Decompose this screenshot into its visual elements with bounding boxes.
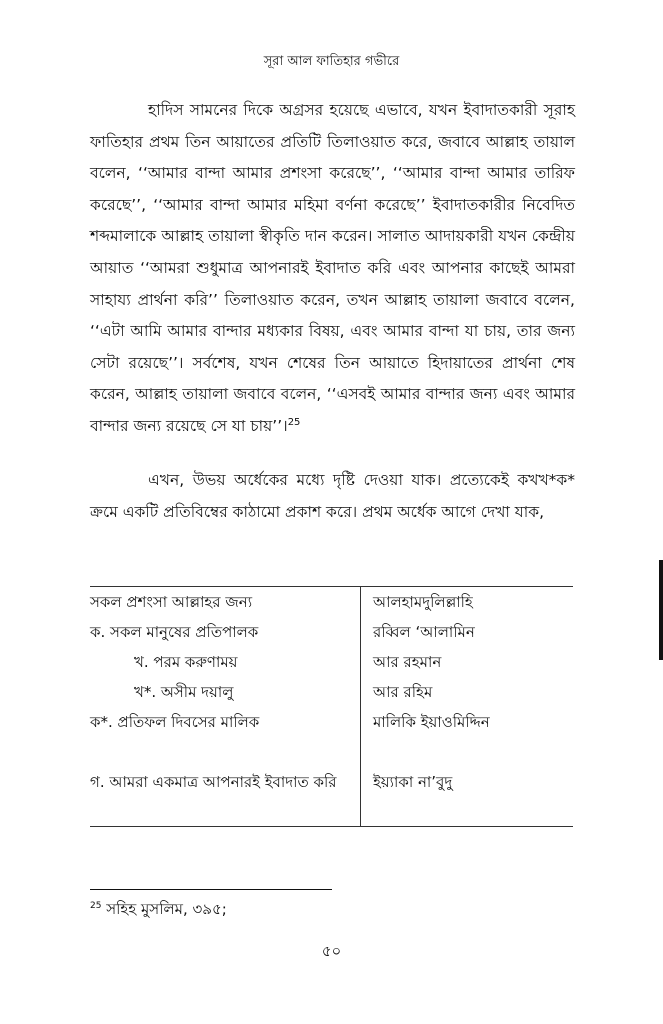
running-header: সূরা আল ফাতিহার গভীরে: [263, 54, 400, 69]
table-cell-bengali: সকল প্রশংসা আল্লাহর জন্য: [90, 593, 253, 611]
table-cell-arabic: ইয়্যাকা না’বুদু: [373, 773, 453, 791]
table-cell-arabic: আলহামদুলিল্লাহি: [373, 593, 473, 611]
table-cell-arabic: মালিকি ইয়াওমিদ্দিন: [373, 713, 490, 731]
footnote-number: 25: [90, 901, 102, 911]
page-number: ৫০: [321, 942, 342, 960]
paragraph-structure-intro: এখন, উভয় অর্ধেকের মধ্যে দৃষ্টি দেওয়া যাক। প্রত্যেকেই কখখ*ক* ক্রমে একটি প্রতিবিম্বের কাঠামো প্রকাশ করে। প্রথম অর্ধেক আগে দেখা যাক,: [90, 471, 575, 521]
table-cell-arabic: আর রহমান: [373, 653, 442, 671]
table-cell-bengali: খ. পরম করুণাময়: [134, 653, 238, 671]
table-cell-bengali: গ. আমরা একমাত্র আপনারই ইবাদাত করি: [90, 773, 337, 791]
table-row: [90, 587, 573, 827]
paragraph-1-text: হাদিস সামনের দিকে অগ্রসর হয়েছে এভাবে, যখন ইবাদাতকারী সূরাহ ফাতিহার প্রথম তিন আয়াতের প্রতিটি তিলাওয়াত করে, জবাবে আল্লাহ তায়াল বলেন, ‘‘আমার বান্দা আমার প্রশংসা করেছে’’, ‘‘আমার বান্দা আমার তারিফ করেছে’’, ‘‘আমার বান্দা আমার মহিমা বর্ণনা করেছে’’ ইবাদাতকারীর নিবেদিত শব্দমালাকে আল্লাহ তায়ালা স্বীকৃতি দান করেন। সালাত আদায়কারী যখন কেন্দ্রীয় আয়াত ‘‘আমরা শুধুমাত্র আপনারই ইবাদাত করি এবং আপনার কাছেই আমরা সাহায্য প্রার্থনা করি’’ তিলাওয়াত করেন, তখন আল্লাহ তায়ালা জবাবে বলেন, ‘‘এটা আমি আমার বান্দার মধ্যকার বিষয়, এবং আমার বান্দা যা চায়, তার জন্য সেটা রয়েছে’’। সর্বশেষ, যখন শেষের তিন আয়াতে হিদায়াতের প্রার্থনা শেষ করেন, আল্লাহ তায়ালা জবাবে বলেন, ‘‘এসবই আমার বান্দার জন্য এবং আমার বান্দার জন্য রয়েছে সে যা চায়’’।: [90, 101, 575, 435]
paragraph-hadith-response: [90, 95, 575, 443]
footnote: [90, 898, 227, 923]
table-cell-bengali: ক. সকল মানুষের প্রতিপালক: [90, 623, 259, 641]
footnote-text: সহিহ মুসলিম, ৩৯৫;: [106, 900, 227, 918]
bengali-column: [90, 587, 361, 827]
table-cell-bengali: ক*. প্রতিফল দিবসের মালিক: [90, 713, 260, 731]
page-edge-mark: [659, 560, 663, 660]
table-cell-bengali: খ*. অসীম দয়ালু: [134, 683, 234, 701]
arabic-transliteration-column: [361, 587, 574, 827]
footnote-reference: 25: [287, 416, 301, 428]
table-cell-arabic: আর রহিম: [373, 683, 433, 701]
table-cell-arabic: রব্বিল ‘আলামিন: [373, 623, 475, 641]
footnote-divider: [90, 889, 332, 890]
verse-structure-table: [90, 586, 573, 827]
